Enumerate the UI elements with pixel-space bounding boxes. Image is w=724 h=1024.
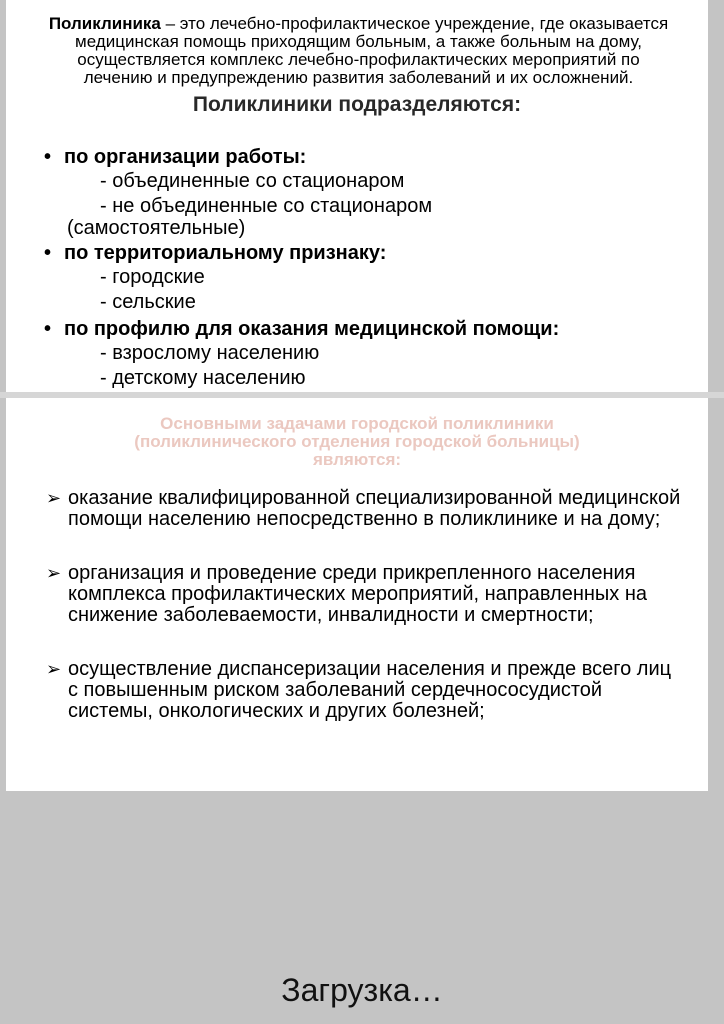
group-profile xyxy=(44,317,694,391)
intro-paragraph xyxy=(46,15,671,87)
list-item: - не объединенные со стационаром xyxy=(100,195,433,217)
list-item: - объединенные со стационаром xyxy=(100,170,405,192)
bullet-icon: • xyxy=(44,146,52,168)
group-organization xyxy=(44,145,694,239)
slide-1-subtitle: Поликлиники подразделяются: xyxy=(192,93,522,116)
bullet-icon: • xyxy=(44,318,52,340)
task-text: оказание квалифицированной специализированной медицинской помощи населению непосредственно в поликлинике и на дому; xyxy=(68,487,681,530)
group-title: по организации работы: xyxy=(64,146,307,168)
task-text: организация и проведение среди прикрепленного населения комплекса профилактических мероприятий, направленных на снижение заболеваемости, инвалидности и смертности; xyxy=(68,562,648,626)
arrow-bullet-icon: ➢ xyxy=(46,563,62,583)
tasks-list xyxy=(46,488,686,755)
group-title: по профилю для оказания медицинской помощи: xyxy=(64,318,560,340)
list-item: - сельские xyxy=(100,291,196,313)
task-text: осуществление диспансеризации населения и прежде всего лиц с повышенным риском заболеваний сердечнососудистой системы, онкологических и других болезней; xyxy=(68,658,672,722)
slide-2-title-line: являются: xyxy=(312,450,402,469)
list-item: - городские xyxy=(100,266,205,288)
slide-2 xyxy=(6,398,708,791)
slide-2-title xyxy=(6,415,708,469)
group-title: по территориальному признаку: xyxy=(64,242,387,264)
task-item xyxy=(46,488,686,530)
intro-term: Поликлиника xyxy=(48,14,161,33)
slide-2-title-line: (поликлинического отделения городской больницы) xyxy=(134,432,580,451)
list-item-continuation: (самостоятельные) xyxy=(67,217,246,239)
group-territory xyxy=(44,241,694,315)
list-item: - детскому населению xyxy=(100,367,306,389)
list-item: - взрослому населению xyxy=(100,342,320,364)
arrow-bullet-icon: ➢ xyxy=(46,659,62,679)
loading-text: Загрузка… xyxy=(281,972,443,1008)
slide-2-title-line: Основными задачами городской поликлиники xyxy=(160,414,554,433)
slide-1 xyxy=(6,0,708,392)
classification-list xyxy=(44,145,694,391)
task-item xyxy=(46,563,686,626)
arrow-bullet-icon: ➢ xyxy=(46,488,62,508)
intro-text: – это лечебно-профилактическое учреждение, где оказывается медицинская помощь приходящим больным, а также больным на дому, осуществляется комплекс лечебно-профилактических мероприятий по лечению и предупреждению развития заболеваний и их осложнений. xyxy=(75,14,669,87)
bullet-icon: • xyxy=(44,242,52,264)
task-item xyxy=(46,659,686,722)
